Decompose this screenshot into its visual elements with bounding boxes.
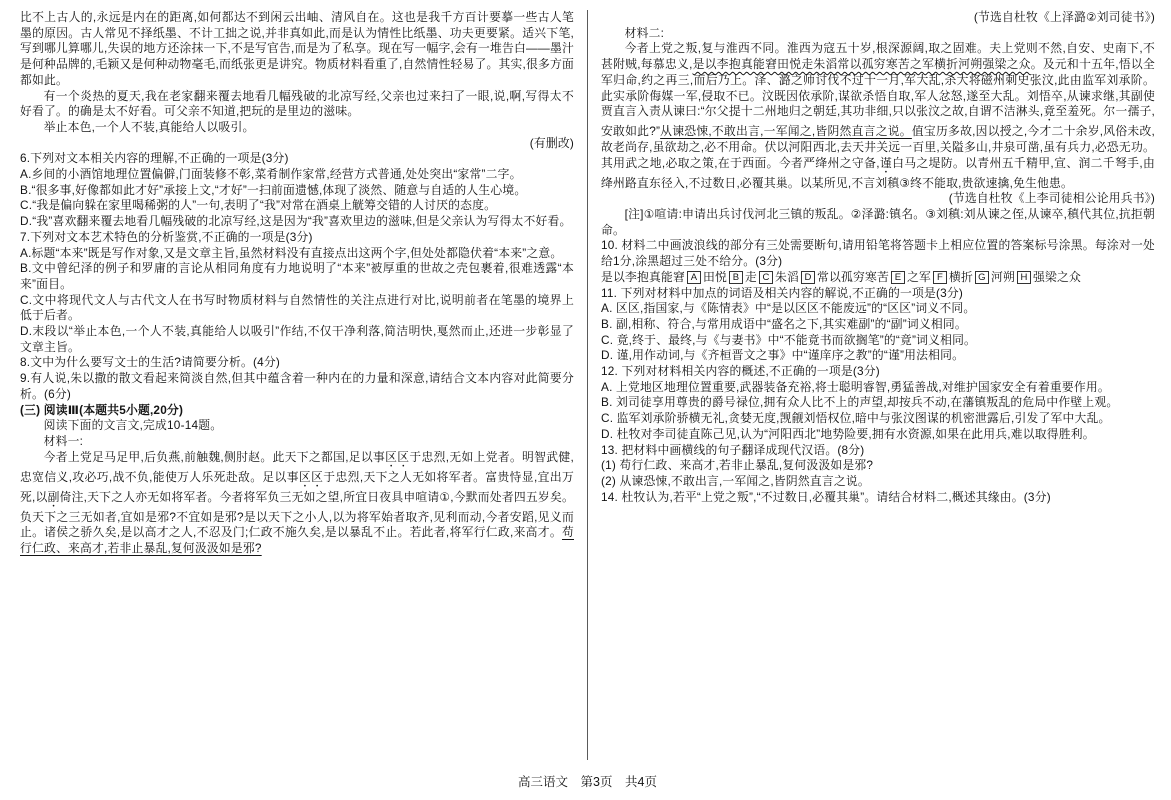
text-segment: 9.有人说,朱以撒的散文看起来简淡自然,但其中蕴含着一种内在的力量和深意,请结合文本内容对此简要分析。(6分) — [20, 371, 574, 401]
text-segment-dots: 副 — [47, 489, 60, 504]
text-segment: 8.文中为什么要写文士的生活?请简要分析。(4分) — [20, 355, 280, 370]
text-segment-box: F — [933, 271, 947, 284]
question-10-sentence — [601, 270, 1155, 286]
question-11-option-a — [601, 301, 1155, 317]
passage-paragraph — [20, 120, 574, 136]
text-segment-dots: 区区 — [298, 469, 324, 484]
question-11-option-d — [601, 348, 1155, 364]
text-segment: (1) 苟行仁政、来高才,若非止暴乱,复何汲汲如是邪? — [601, 458, 874, 473]
text-segment: B. 副,相称、符合,与常用成语中“盛名之下,其实难副”的“副”词义相同。 — [601, 316, 967, 331]
question-7-option-b — [20, 261, 574, 292]
text-segment-wavy: 是以李抱真能窘田悦走朱滔常以孤穷寒苦之军横折河朔强梁之众 — [692, 57, 1031, 72]
text-segment: 河朔 — [990, 269, 1015, 284]
passage-paragraph — [20, 89, 574, 120]
text-segment: C. 监军刘承阶骄横无礼,贪婪无度,觊觎刘悟权位,暗中与张汶图谋的机密泄露后,引发了军中大乱。 — [601, 411, 1111, 426]
passage-continuation — [20, 10, 574, 89]
text-segment: 今者上党之叛,复与淮西不同。淮西为寇五十岁,根深源阔,取之固难。夫上党则不然,自安、史南下,不甚附贼,每慕忠义, — [601, 41, 1155, 72]
text-segment: 白马之堤防。以青州五千精甲,宣、润二千弩手,由绛州路直东径入,不过数日,必覆其巢。以某所见,不言刘稹③终不能取,贵欲速擒,免生他患。 — [601, 155, 1155, 190]
text-segment-u: 苟行仁政、来高才,若非止暴乱,复何汲汲如是邪? — [20, 525, 574, 556]
material-1-attribution — [601, 10, 1155, 26]
text-segment-box: E — [891, 271, 905, 284]
question-12-option-b — [601, 395, 1155, 411]
text-segment: 今者上党足马足甲,后负燕,前触魏,侧肘赵。此天下之都国,足以事 — [43, 449, 386, 464]
text-segment: C.“我是偏向躲在家里喝稀粥的人”一句,表明了“我”对常在酒桌上觥筹交错的人讨厌的态度。 — [20, 198, 497, 213]
text-segment: D. 杜牧对李司徒直陈己见,认为“河阳西北”地势险要,拥有水资源,如果在此用兵,难以取得胜利。 — [601, 426, 1095, 441]
text-segment: (三) 阅读Ⅲ(本题共5小题,20分) — [20, 402, 184, 417]
footnotes — [601, 207, 1155, 238]
reading-3-instruction — [20, 418, 574, 434]
text-segment: (节选自杜牧《上泽潞②刘司徒书》) — [973, 10, 1155, 24]
text-segment: 倚注,天下之人亦无如将军者。今者将军负三无如之望,所宜日夜具申喧请①,今默而处者四五岁矣。负天下之三无如者,宜如是邪?不宜如是邪?是以天下之小人,以为将军始者取齐,见利而动,今者安蹈,见义而止。诸侯之骄久矣,是以高才之人,不忍及门;仁政不施久矣,是以暴乱不止。若此者,将军行仁政,来高才。 — [20, 489, 574, 540]
text-segment: 之军 — [906, 269, 931, 284]
text-segment: 朱滔 — [774, 269, 799, 284]
text-segment: 横折 — [948, 269, 973, 284]
material-2-text — [601, 41, 1155, 191]
text-segment: 。及元和十五年,悟以全军归命,约之再三,而后乃上。泽、潞之师讨伐不过十一月,军大乱,杀大将磁州刺史张汶,此由监军刘承阶。此实承阶侮媒一军,侵取不已。汶既因依承阶,谋欲杀悟自取,军人忿怒,遂至大乱。刘悟卒,从谏求继,其副使贾直言入责从谏曰:“尔父提十二州地归之朝廷,其功非细,只以张汶之故,自谓不洁淋头, — [601, 57, 1155, 119]
text-segment: C. 竟,终于、最终,与《与妻书》中“不能竟书而欲搁笔”的“竟”词义相同。 — [601, 332, 977, 347]
text-segment: 值宝历多故,因以授之,今才二十余岁,风俗未改,故老尚存,虽欲劫之,必不用命。伏以河阳西北,去天井关远一百里,关隘多山,井泉可凿,虽有兵力,必恐无功。其用武之地,必取之策,在于西面。今者严绛州之守备, — [601, 124, 1155, 170]
text-segment: 材料二: — [624, 25, 665, 40]
text-segment: 比不上古人的,永远是内在的距离,如何都达不到闲云出岫、清风自在。这也是我千方百计要摹一些古人笔墨的原因。古人常见不择纸墨、不计工拙之说,并非真如此,而是认为情性比纸墨、功夫更要紧。适兴下笔,写到哪儿算哪儿,失误的地方还涂抹一下,不是写官告,而是为了私享。现在写一幅字,会有一堆告白——墨汁是何种品牌的,毛颖又是何种动物毫毛,而纸张更是讲究。物质材料看重了,自然情性轻易了。其实,很多方面都如此。 — [20, 10, 574, 87]
text-segment: 有一个炎热的夏天,我在老家翻来覆去地看几幅残破的北凉写经,父亲也过来扫了一眼,说,啊,写得太不好看了。的确是太不好看。可父亲不知道,把玩的是里边的滋味。 — [20, 88, 574, 119]
text-segment-box: G — [975, 271, 989, 284]
text-segment: 田悦 — [702, 269, 727, 284]
question-8 — [20, 355, 574, 371]
question-6-option-a — [20, 167, 574, 183]
text-segment-box: C — [759, 271, 773, 284]
text-segment: A.乡间的小酒馆地理位置偏僻,门面装修不彰,菜肴制作家常,经营方式普通,处处突出“家常”二字。 — [20, 167, 522, 182]
material-2-attribution — [601, 191, 1155, 207]
question-6-option-d — [20, 214, 574, 230]
material-2-label — [601, 26, 1155, 42]
question-11-stem — [601, 286, 1155, 302]
text-segment-box: H — [1017, 271, 1031, 284]
text-segment: D. 谨,用作动词,与《齐桓晋文之事》中“谨庠序之教”的“谨”用法相同。 — [601, 348, 965, 363]
question-7-option-a — [20, 246, 574, 262]
question-7-option-d — [20, 324, 574, 355]
text-segment-u: 从谏恐悚,不敢出言,一军闻之,皆阴然直言之说。 — [660, 124, 912, 139]
text-segment: B. 刘司徒享用尊贵的爵号禄位,拥有众人比不上的声望,却按兵不动,在藩镇叛乱的危局中作壁上观。 — [601, 395, 1119, 410]
text-segment: 于忠烈,无如上党者。明智武健,忠宽信义,攻必巧,战不负,能使万人乐死赴敌。足以事 — [20, 449, 575, 484]
section-heading-reading-3 — [20, 403, 574, 419]
left-column — [20, 10, 587, 760]
two-column-layout — [20, 10, 1155, 760]
text-segment: B.文中曾纪泽的例子和罗庸的言论从相同角度有力地说明了“本来”被厚重的世故之壳包裹着,很难透露“本来”面目。 — [20, 261, 574, 291]
text-segment: 13. 把材料中画横线的句子翻译成现代汉语。(8分) — [601, 442, 865, 457]
text-segment: 于忠烈,天下之人无如将军者。富贵恃显,宜出万死,以 — [20, 469, 574, 504]
question-12-stem — [601, 364, 1155, 380]
page-footer: 高三语文 第3页 共4页 — [518, 775, 657, 789]
question-13-sub-1 — [601, 458, 1155, 474]
text-segment-box: A — [687, 271, 701, 284]
text-segment: D.“我”喜欢翻来覆去地看几幅残破的北凉写经,这是因为“我”喜欢里边的滋味,但是父亲认为写得太不好看。 — [20, 214, 572, 229]
text-segment: C.文中将现代文人与古代文人在书写时物质材料与自然情性的关注点进行对比,说明前者在笔墨的境界上低于后者。 — [20, 292, 574, 323]
text-segment: 材料一: — [43, 433, 84, 448]
text-segment: (2) 从谏恐悚,不敢出言,一军闻之,皆阴然直言之说。 — [601, 473, 870, 488]
text-segment: [注]①喧请:申请出兵讨伐河北三镇的叛乱。②泽潞:镇名。③刘稹:刘从谏之侄,从谏卒,稹代其位,抗拒朝命。 — [601, 207, 1155, 237]
text-segment: 强梁之众 — [1032, 269, 1081, 284]
text-segment: 是以李抱真能窘 — [601, 269, 685, 284]
question-10-stem — [601, 238, 1155, 269]
question-6-option-c — [20, 198, 574, 214]
text-segment: 11. 下列对材料中加点的词语及相关内容的解说,不正确的一项是(3分) — [601, 285, 964, 300]
material-1-label — [20, 434, 574, 450]
text-segment: 6.下列对文本相关内容的理解,不正确的一项是(3分) — [20, 151, 289, 166]
question-6-stem — [20, 151, 574, 167]
question-11-option-b — [601, 317, 1155, 333]
text-segment: D.末段以“举止本色,一个人不装,真能给人以吸引”作结,不仅干净利落,简洁明快,戛然而止,还进一步彰显了文章主旨。 — [20, 324, 574, 354]
question-12-option-d — [601, 427, 1155, 443]
question-6-option-b — [20, 183, 574, 199]
text-segment-dots: 竟 — [1043, 104, 1056, 119]
question-11-option-c — [601, 333, 1155, 349]
text-segment-box: D — [801, 271, 815, 284]
text-segment-dots: 区区 — [385, 449, 410, 464]
question-7-stem — [20, 230, 574, 246]
text-segment: (节选自杜牧《上李司徒相公论用兵书》) — [948, 191, 1155, 206]
text-segment: 14. 杜牧认为,若平“上党之叛”,“不过数日,必覆其巢”。请结合材料二,概述其缘由。(3分) — [601, 489, 1051, 504]
text-segment: A. 区区,指国家,与《陈情表》中“是以区区不能废远”的“区区”词义不同。 — [601, 301, 976, 316]
passage-attribution — [20, 136, 574, 152]
text-segment: 10. 材料二中画波浪线的部分有三处需要断句,请用铅笔将答题卡上相应位置的答案标号涂黑。每涂对一处给1分,涂黑超过三处不给分。(3分) — [601, 238, 1155, 269]
material-1-text — [20, 450, 574, 557]
text-segment: 常以孤穷寒苦 — [816, 269, 889, 284]
text-segment: 阅读下面的文言文,完成10-14题。 — [43, 418, 223, 433]
text-segment: B.“很多事,好像都如此才好”承接上文,“才好”一扫前面遗憾,体现了淡然、随意与自适的人生心境。 — [20, 182, 527, 197]
question-13-sub-2 — [601, 474, 1155, 490]
question-12-option-c — [601, 411, 1155, 427]
question-12-option-a — [601, 380, 1155, 396]
text-segment: 举止本色,一个人不装,真能给人以吸引。 — [43, 119, 255, 134]
text-segment: 12. 下列对材料相关内容的概述,不正确的一项是(3分) — [601, 364, 880, 379]
right-column — [588, 10, 1155, 760]
text-segment: A. 上党地区地理位置重要,武器装备充裕,将士聪明睿智,勇猛善战,对维护国家安全有着重要作用。 — [601, 379, 1110, 394]
question-14 — [601, 490, 1155, 506]
text-segment: A.标题“本来”既是写作对象,又是文章主旨,虽然材料没有直接点出这两个字,但处处都隐伏着“本来”之意。 — [20, 245, 563, 260]
text-segment: 7.下列对文本艺术特色的分析鉴赏,不正确的一项是(3分) — [20, 229, 313, 244]
question-13-stem — [601, 443, 1155, 459]
text-segment: 至羞死。尔一孺子,安敢如此?” — [601, 104, 1155, 139]
question-7-option-c — [20, 293, 574, 324]
question-9 — [20, 371, 574, 402]
text-segment-dots: 谨 — [879, 155, 893, 170]
text-segment-box: B — [729, 271, 743, 284]
text-segment: (有删改) — [529, 135, 574, 150]
text-segment: 走 — [744, 269, 757, 284]
